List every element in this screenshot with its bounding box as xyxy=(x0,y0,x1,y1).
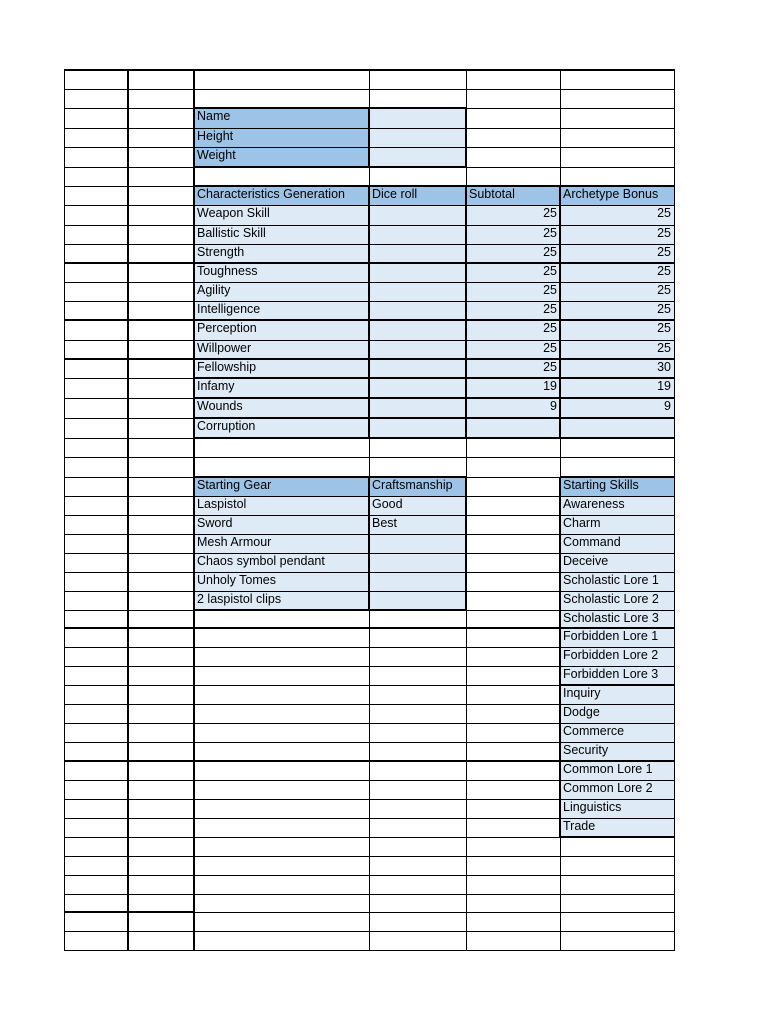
grid-line xyxy=(64,742,195,743)
archetype-bonus-value[interactable]: 25 xyxy=(560,225,674,244)
grid-line xyxy=(64,378,195,379)
grid-line xyxy=(64,340,195,341)
archetype-bonus-value[interactable]: 19 xyxy=(560,378,674,398)
grid-line xyxy=(64,457,195,458)
grid-line xyxy=(64,225,195,226)
subtotal-value[interactable] xyxy=(466,418,560,438)
archetype-bonus-value[interactable]: 25 xyxy=(560,282,674,301)
skill-item[interactable]: Forbidden Lore 2 xyxy=(560,647,674,666)
grid-line xyxy=(194,609,467,611)
grid-line xyxy=(194,225,675,226)
dice-roll-cell[interactable] xyxy=(369,398,466,418)
skill-item[interactable]: Scholastic Lore 1 xyxy=(560,572,674,591)
gear-item[interactable]: Mesh Armour xyxy=(194,534,369,553)
subtotal-value[interactable]: 19 xyxy=(466,378,560,398)
subtotal-value[interactable]: 25 xyxy=(466,225,560,244)
archetype-bonus-value[interactable] xyxy=(560,418,674,438)
dice-roll-cell[interactable] xyxy=(369,225,466,244)
archetype-bonus-value[interactable]: 25 xyxy=(560,340,674,359)
grid-line xyxy=(194,912,675,913)
characteristic-name[interactable]: Wounds xyxy=(194,398,369,418)
skill-item[interactable]: Scholastic Lore 3 xyxy=(560,610,674,628)
skill-item[interactable]: Deceive xyxy=(560,553,674,572)
grid-line xyxy=(194,780,675,781)
grid-line xyxy=(194,147,675,148)
grid-line xyxy=(64,610,195,611)
grid-line xyxy=(194,591,675,592)
grid-line xyxy=(64,496,195,497)
grid-line xyxy=(560,760,675,762)
characteristic-name[interactable]: Weapon Skill xyxy=(194,205,369,225)
grid-line xyxy=(194,262,675,264)
gear-item[interactable]: Sword xyxy=(194,515,369,534)
grid-line xyxy=(64,301,195,302)
column-divider xyxy=(127,70,129,951)
archetype-bonus-value[interactable]: 25 xyxy=(560,244,674,263)
archetype-bonus-value[interactable]: 25 xyxy=(560,263,674,282)
subtotal-value[interactable]: 25 xyxy=(466,205,560,225)
grid-line xyxy=(194,319,675,321)
subtotal-value[interactable]: 25 xyxy=(466,320,560,340)
grid-line xyxy=(64,780,195,781)
column-divider xyxy=(193,70,195,951)
profile-label-height[interactable]: Height xyxy=(194,128,369,147)
grid-line xyxy=(194,358,675,360)
characteristic-name[interactable]: Toughness xyxy=(194,263,369,282)
grid-line xyxy=(194,742,675,743)
grid-line xyxy=(194,723,675,724)
characteristics-header[interactable]: Characteristics Generation xyxy=(194,186,369,205)
grid-line xyxy=(674,70,675,951)
subtotal-value[interactable]: 25 xyxy=(466,282,560,301)
grid-line xyxy=(64,875,195,876)
subtotal-header[interactable]: Subtotal xyxy=(466,186,560,205)
grid-line xyxy=(194,627,561,629)
grid-line xyxy=(465,477,467,611)
archetype-bonus-value[interactable]: 25 xyxy=(560,301,674,320)
grid-line xyxy=(194,437,675,439)
grid-line xyxy=(64,647,195,648)
characteristic-name[interactable]: Perception xyxy=(194,320,369,340)
grid-line xyxy=(64,477,195,478)
characteristic-name[interactable]: Intelligence xyxy=(194,301,369,320)
dice-roll-cell[interactable] xyxy=(369,244,466,263)
grid-line xyxy=(194,572,675,573)
skill-item[interactable]: Commerce xyxy=(560,723,674,742)
gear-craftsmanship[interactable] xyxy=(369,591,466,610)
grid-line xyxy=(194,553,675,554)
grid-line xyxy=(194,515,675,516)
grid-line xyxy=(194,457,675,458)
skill-item[interactable]: Trade xyxy=(560,818,674,837)
grid-line xyxy=(64,553,195,554)
grid-line xyxy=(194,282,675,283)
grid-line xyxy=(64,398,195,399)
grid-line xyxy=(64,704,195,705)
border-top xyxy=(64,69,675,71)
grid-line xyxy=(194,476,467,478)
gear-craftsmanship[interactable]: Best xyxy=(369,515,466,534)
grid-line xyxy=(194,760,561,762)
craftsmanship-header[interactable]: Craftsmanship xyxy=(369,477,466,496)
characteristic-name[interactable]: Willpower xyxy=(194,340,369,359)
grid-line xyxy=(64,760,195,762)
grid-line xyxy=(559,186,561,439)
gear-craftsmanship[interactable] xyxy=(369,553,466,572)
grid-line xyxy=(64,685,195,686)
grid-line xyxy=(194,205,675,206)
skill-item[interactable]: Common Lore 1 xyxy=(560,761,674,780)
subtotal-value[interactable]: 25 xyxy=(466,263,560,282)
archetype-bonus-value[interactable]: 25 xyxy=(560,320,674,340)
dice-roll-cell[interactable] xyxy=(369,340,466,359)
grid-line xyxy=(194,931,675,932)
skill-item[interactable]: Command xyxy=(560,534,674,553)
grid-line xyxy=(194,666,675,667)
grid-line xyxy=(64,856,195,857)
subtotal-value[interactable]: 25 xyxy=(466,301,560,320)
dice-roll-cell[interactable] xyxy=(369,378,466,398)
grid-line xyxy=(64,911,195,913)
subtotal-value[interactable]: 25 xyxy=(466,244,560,263)
grid-line xyxy=(64,534,195,535)
dice-roll-cell[interactable] xyxy=(369,263,466,282)
grid-line xyxy=(194,417,675,419)
skill-item[interactable]: Inquiry xyxy=(560,685,674,704)
skill-item[interactable]: Dodge xyxy=(560,704,674,723)
starting-skills-header[interactable]: Starting Skills xyxy=(560,477,674,496)
grid-line xyxy=(64,438,195,439)
grid-line xyxy=(64,128,195,129)
skill-item[interactable]: Charm xyxy=(560,515,674,534)
grid-line xyxy=(64,666,195,667)
profile-value-name[interactable] xyxy=(369,108,466,128)
skill-item[interactable]: Common Lore 2 xyxy=(560,780,674,799)
dice-roll-header[interactable]: Dice roll xyxy=(369,186,466,205)
dice-roll-cell[interactable] xyxy=(369,359,466,378)
grid-line xyxy=(465,186,467,439)
grid-line xyxy=(64,70,65,951)
profile-label-weight[interactable]: Weight xyxy=(194,147,369,167)
skill-item[interactable]: Security xyxy=(560,742,674,761)
grid-line xyxy=(64,572,195,573)
grid-line xyxy=(64,818,195,819)
grid-line xyxy=(194,301,675,302)
grid-line xyxy=(368,108,370,168)
subtotal-value[interactable]: 25 xyxy=(466,340,560,359)
grid-line xyxy=(194,107,467,109)
gear-craftsmanship[interactable] xyxy=(369,534,466,553)
grid-line xyxy=(64,894,195,895)
grid-line xyxy=(194,377,675,379)
gear-item[interactable]: Unholy Tomes xyxy=(194,572,369,591)
dice-roll-cell[interactable] xyxy=(369,301,466,320)
gear-craftsmanship[interactable] xyxy=(369,572,466,591)
grid-line xyxy=(194,856,675,857)
grid-line xyxy=(64,591,195,592)
grid-line xyxy=(64,837,195,838)
grid-line xyxy=(560,627,675,629)
grid-line xyxy=(194,89,675,90)
dice-roll-cell[interactable] xyxy=(369,205,466,225)
grid-line xyxy=(194,166,467,168)
grid-line xyxy=(194,128,675,129)
profile-value-weight[interactable] xyxy=(369,147,466,167)
grid-line xyxy=(560,836,675,838)
grid-line xyxy=(64,418,195,419)
grid-line xyxy=(368,186,370,439)
archetype-bonus-value[interactable]: 9 xyxy=(560,398,674,418)
archetype-bonus-header[interactable]: Archetype Bonus xyxy=(560,186,674,205)
characteristic-name[interactable]: Agility xyxy=(194,282,369,301)
dice-roll-cell[interactable] xyxy=(369,320,466,340)
grid-line xyxy=(64,799,195,800)
grid-line xyxy=(64,262,195,264)
gear-item[interactable]: Chaos symbol pendant xyxy=(194,553,369,572)
grid-line xyxy=(194,340,675,341)
grid-line xyxy=(64,167,195,168)
grid-line xyxy=(64,186,195,187)
grid-line xyxy=(64,319,195,321)
gear-craftsmanship[interactable]: Good xyxy=(369,496,466,515)
grid-line xyxy=(194,496,675,497)
characteristic-name[interactable]: Infamy xyxy=(194,378,369,398)
grid-line xyxy=(194,244,675,245)
subtotal-value[interactable]: 25 xyxy=(466,359,560,378)
skill-item[interactable]: Linguistics xyxy=(560,799,674,818)
grid-line xyxy=(194,397,675,399)
subtotal-value[interactable]: 9 xyxy=(466,398,560,418)
gear-item[interactable]: 2 laspistol clips xyxy=(194,591,369,610)
starting-gear-header[interactable]: Starting Gear xyxy=(194,477,369,496)
grid-line xyxy=(64,147,195,148)
grid-line xyxy=(64,282,195,283)
skill-item[interactable]: Forbidden Lore 3 xyxy=(560,666,674,685)
grid-line xyxy=(194,950,675,951)
grid-line xyxy=(64,515,195,516)
gear-item[interactable]: Laspistol xyxy=(194,496,369,515)
grid-line xyxy=(465,108,467,168)
grid-line xyxy=(64,205,195,206)
characteristic-name[interactable]: Ballistic Skill xyxy=(194,225,369,244)
grid-line xyxy=(194,799,675,800)
grid-line xyxy=(64,244,195,245)
grid-line xyxy=(560,684,675,686)
archetype-bonus-value[interactable]: 25 xyxy=(560,205,674,225)
skill-item[interactable]: Forbidden Lore 1 xyxy=(560,628,674,647)
grid-line xyxy=(194,818,675,819)
skill-item[interactable]: Awareness xyxy=(560,496,674,515)
grid-line xyxy=(560,476,675,478)
grid-line xyxy=(64,723,195,724)
characteristic-name[interactable]: Corruption xyxy=(194,418,369,438)
characteristic-name[interactable]: Strength xyxy=(194,244,369,263)
profile-label-name[interactable]: Name xyxy=(194,108,369,128)
grid-line xyxy=(64,950,195,951)
grid-line xyxy=(194,704,675,705)
grid-line xyxy=(64,89,195,90)
grid-line xyxy=(194,534,675,535)
dice-roll-cell[interactable] xyxy=(369,282,466,301)
grid-line xyxy=(64,931,195,932)
archetype-bonus-value[interactable]: 30 xyxy=(560,359,674,378)
profile-value-height[interactable] xyxy=(369,128,466,147)
grid-line xyxy=(64,358,195,360)
grid-line xyxy=(64,108,195,109)
grid-line xyxy=(194,185,675,187)
dice-roll-cell[interactable] xyxy=(369,418,466,438)
characteristic-name[interactable]: Fellowship xyxy=(194,359,369,378)
grid-line xyxy=(194,875,675,876)
grid-line xyxy=(368,477,370,611)
grid-line xyxy=(194,647,675,648)
grid-line xyxy=(194,894,675,895)
grid-line xyxy=(559,477,561,838)
skill-item[interactable]: Scholastic Lore 2 xyxy=(560,591,674,610)
grid-line xyxy=(64,627,195,629)
